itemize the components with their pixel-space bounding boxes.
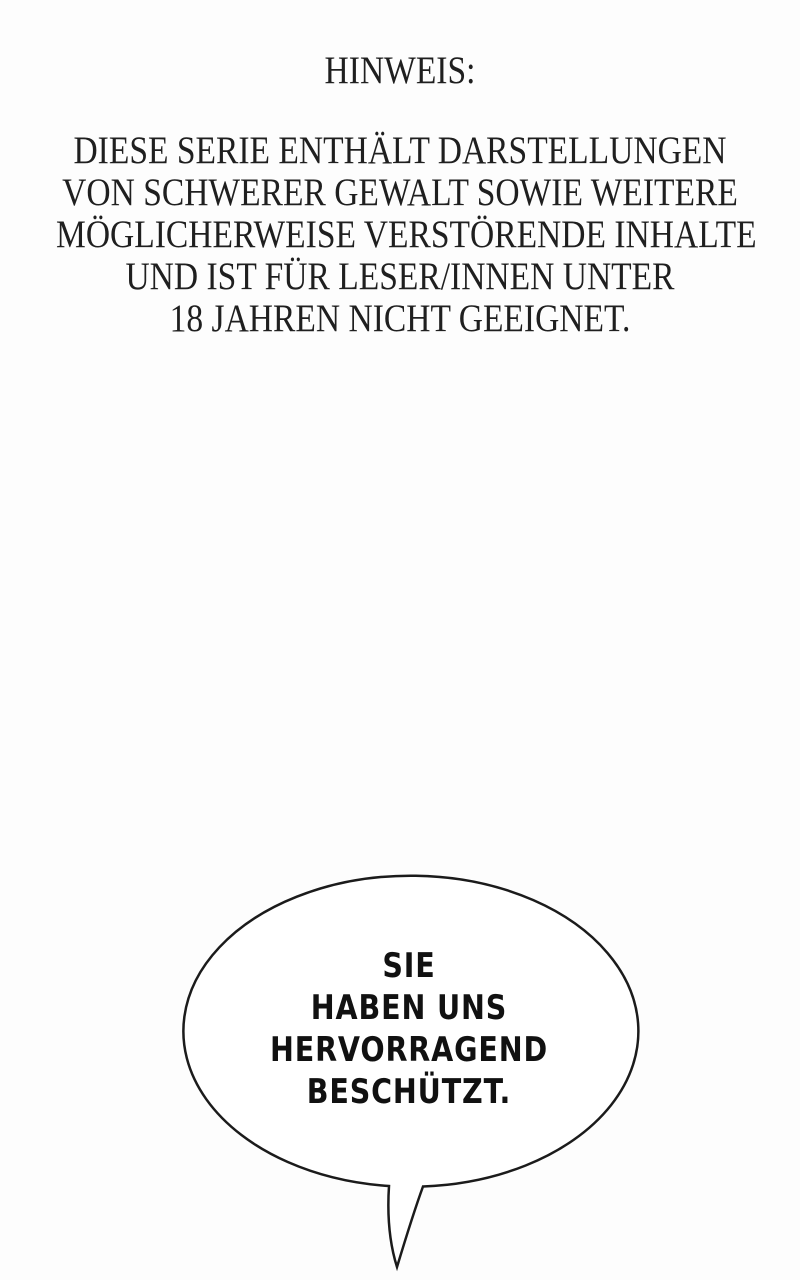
content-warning-line: DIESE SERIE ENTHÄLT DARSTELLUNGEN xyxy=(73,129,727,172)
speech-bubble-text-line: HABEN UNS xyxy=(310,988,508,1028)
content-warning-line: UND IST FÜR LESER/INNEN UNTER xyxy=(125,255,675,298)
speech-bubble-text-line: HERVORRAGEND xyxy=(269,1030,549,1070)
speech-bubble-text-line: SIE xyxy=(382,946,436,986)
speech-bubble-text-line: BESCHÜTZT. xyxy=(306,1072,512,1112)
content-warning-line: VON SCHWERER GEWALT SOWIE WEITERE xyxy=(62,171,738,214)
speech-bubble-text xyxy=(9,945,800,1113)
content-warning-line: MÖGLICHERWEISE VERSTÖRENDE INHALTE xyxy=(56,213,757,256)
content-warning-line: 18 JAHREN NICHT GEEIGNET. xyxy=(169,297,631,340)
content-warning-title: HINWEIS: xyxy=(324,49,476,92)
